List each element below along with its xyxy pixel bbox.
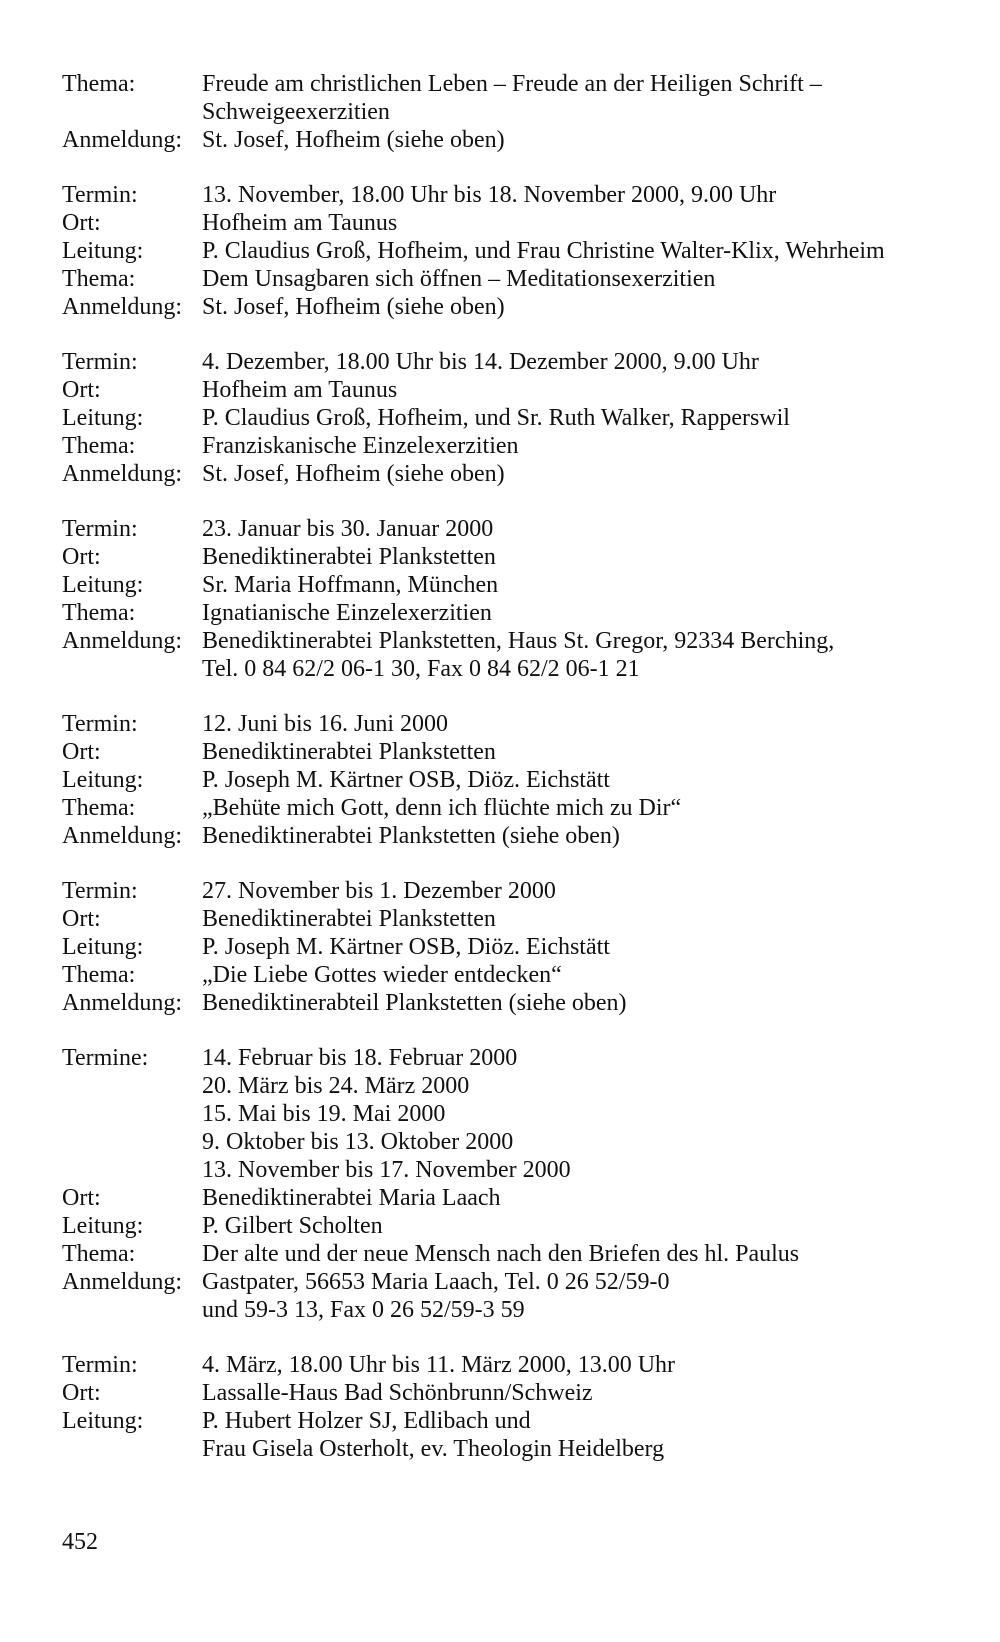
field-label: Ort: xyxy=(62,1185,101,1211)
field-label xyxy=(62,655,202,683)
entry-row xyxy=(62,766,962,794)
field-value: Freude am christlichen Leben – Freude an der Heiligen Schrift – xyxy=(202,71,822,97)
entry-row xyxy=(62,70,962,98)
field-label: Thema: xyxy=(62,433,136,459)
field-value: Benediktinerabteil Plankstetten (siehe oben) xyxy=(202,990,627,1016)
field-label: Leitung: xyxy=(62,238,144,264)
field-value: Schweigeexerzitien xyxy=(202,99,390,125)
entry-row xyxy=(62,1100,962,1128)
entry-row xyxy=(62,1407,962,1435)
entry-row xyxy=(62,126,962,154)
event-entry xyxy=(62,1351,962,1463)
event-entry xyxy=(62,1044,962,1324)
entry-row xyxy=(62,376,962,404)
entry-row xyxy=(62,237,962,265)
field-value: P. Claudius Groß, Hofheim, und Frau Christine Walter-Klix, Wehrheim xyxy=(202,238,885,264)
entry-row xyxy=(62,293,962,321)
field-value: 4. Dezember, 18.00 Uhr bis 14. Dezember 2000, 9.00 Uhr xyxy=(202,349,759,375)
field-value: St. Josef, Hofheim (siehe oben) xyxy=(202,294,505,320)
entry-row xyxy=(62,1268,962,1296)
entry-row xyxy=(62,738,962,766)
field-value: Benediktinerabtei Plankstetten xyxy=(202,906,496,932)
entry-row xyxy=(62,1379,962,1407)
entry-row xyxy=(62,98,962,126)
field-value: Benediktinerabtei Plankstetten xyxy=(202,544,496,570)
entry-row xyxy=(62,710,962,738)
field-label: Ort: xyxy=(62,377,101,403)
field-label: Anmeldung: xyxy=(62,294,182,320)
field-value: Hofheim am Taunus xyxy=(202,210,398,236)
field-label: Anmeldung: xyxy=(62,127,182,153)
field-label xyxy=(62,1435,202,1463)
field-value: 13. November bis 17. November 2000 xyxy=(202,1157,571,1183)
field-value: Lassalle-Haus Bad Schönbrunn/Schweiz xyxy=(202,1380,593,1406)
field-value: 15. Mai bis 19. Mai 2000 xyxy=(202,1101,446,1127)
entry-row xyxy=(62,933,962,961)
field-label: Termine: xyxy=(62,1045,149,1071)
entry-row xyxy=(62,1212,962,1240)
event-entry xyxy=(62,348,962,488)
entry-row xyxy=(62,1128,962,1156)
field-label: Leitung: xyxy=(62,1408,144,1434)
field-label: Termin: xyxy=(62,182,138,208)
field-label xyxy=(62,1296,202,1324)
field-value: 9. Oktober bis 13. Oktober 2000 xyxy=(202,1129,514,1155)
field-label: Leitung: xyxy=(62,767,144,793)
entry-row xyxy=(62,627,962,655)
field-value: Dem Unsagbaren sich öffnen – Meditationsexerzitien xyxy=(202,266,716,292)
field-label: Leitung: xyxy=(62,934,144,960)
field-label: Thema: xyxy=(62,71,136,97)
field-label: Termin: xyxy=(62,516,138,542)
entry-row xyxy=(62,181,962,209)
field-value: P. Joseph M. Kärtner OSB, Diöz. Eichstätt xyxy=(202,934,610,960)
entry-row xyxy=(62,1240,962,1268)
field-value: 23. Januar bis 30. Januar 2000 xyxy=(202,516,494,542)
field-value: 27. November bis 1. Dezember 2000 xyxy=(202,878,556,904)
entry-row xyxy=(62,1044,962,1072)
entry-row xyxy=(62,1072,962,1100)
field-label: Termin: xyxy=(62,349,138,375)
field-label: Ort: xyxy=(62,906,101,932)
field-label: Thema: xyxy=(62,795,136,821)
entry-row xyxy=(62,794,962,822)
field-label: Anmeldung: xyxy=(62,990,182,1016)
event-entry xyxy=(62,70,962,154)
field-label: Thema: xyxy=(62,1241,136,1267)
field-value: „Die Liebe Gottes wieder entdecken“ xyxy=(202,962,562,988)
entry-row xyxy=(62,543,962,571)
entry-row xyxy=(62,432,962,460)
field-value: P. Claudius Groß, Hofheim, und Sr. Ruth Walker, Rapperswil xyxy=(202,405,790,431)
entry-row xyxy=(62,655,962,683)
field-label: Termin: xyxy=(62,1352,138,1378)
field-label: Anmeldung: xyxy=(62,823,182,849)
entry-row xyxy=(62,1184,962,1212)
field-value: Benediktinerabtei Maria Laach xyxy=(202,1185,501,1211)
entry-row xyxy=(62,571,962,599)
field-label: Termin: xyxy=(62,711,138,737)
entry-row xyxy=(62,822,962,850)
field-value: Franziskanische Einzelexerzitien xyxy=(202,433,519,459)
field-label xyxy=(62,1072,202,1100)
field-value: Sr. Maria Hoffmann, München xyxy=(202,572,499,598)
field-value: St. Josef, Hofheim (siehe oben) xyxy=(202,461,505,487)
field-value: Der alte und der neue Mensch nach den Briefen des hl. Paulus xyxy=(202,1241,800,1267)
entry-row xyxy=(62,265,962,293)
field-label: Ort: xyxy=(62,544,101,570)
field-value: Ignatianische Einzelexerzitien xyxy=(202,600,492,626)
field-label xyxy=(62,98,202,126)
event-entry xyxy=(62,710,962,850)
entry-row xyxy=(62,1156,962,1184)
entry-row xyxy=(62,209,962,237)
field-label: Leitung: xyxy=(62,405,144,431)
entry-row xyxy=(62,515,962,543)
field-value: Benediktinerabtei Plankstetten, Haus St. Gregor, 92334 Berching, xyxy=(202,628,835,654)
field-label xyxy=(62,1128,202,1156)
entry-row xyxy=(62,460,962,488)
field-value: P. Hubert Holzer SJ, Edlibach und xyxy=(202,1408,531,1434)
field-value: Frau Gisela Osterholt, ev. Theologin Heidelberg xyxy=(202,1436,665,1462)
field-value: „Behüte mich Gott, denn ich flüchte mich zu Dir“ xyxy=(202,795,682,821)
page-number: 452 xyxy=(62,1529,98,1555)
field-value: Tel. 0 84 62/2 06-1 30, Fax 0 84 62/2 06-1 21 xyxy=(202,656,640,682)
field-value: und 59-3 13, Fax 0 26 52/59-3 59 xyxy=(202,1297,525,1323)
entry-row xyxy=(62,905,962,933)
field-label: Anmeldung: xyxy=(62,628,182,654)
field-value: 12. Juni bis 16. Juni 2000 xyxy=(202,711,449,737)
field-value: P. Gilbert Scholten xyxy=(202,1213,383,1239)
entry-row xyxy=(62,877,962,905)
field-value: 20. März bis 24. März 2000 xyxy=(202,1073,470,1099)
field-label xyxy=(62,1156,202,1184)
entry-row xyxy=(62,348,962,376)
field-value: Hofheim am Taunus xyxy=(202,377,398,403)
entry-row xyxy=(62,1351,962,1379)
field-value: Benediktinerabtei Plankstetten xyxy=(202,739,496,765)
field-label: Ort: xyxy=(62,210,101,236)
event-entry xyxy=(62,181,962,321)
field-label: Anmeldung: xyxy=(62,1269,182,1295)
entry-row xyxy=(62,599,962,627)
field-label xyxy=(62,1100,202,1128)
field-value: Benediktinerabtei Plankstetten (siehe oben) xyxy=(202,823,620,849)
field-value: P. Joseph M. Kärtner OSB, Diöz. Eichstätt xyxy=(202,767,610,793)
document-page xyxy=(62,70,962,1490)
field-label: Thema: xyxy=(62,266,136,292)
field-label: Thema: xyxy=(62,600,136,626)
field-label: Anmeldung: xyxy=(62,461,182,487)
field-value: Gastpater, 56653 Maria Laach, Tel. 0 26 52/59-0 xyxy=(202,1269,670,1295)
field-label: Thema: xyxy=(62,962,136,988)
field-label: Termin: xyxy=(62,878,138,904)
field-label: Leitung: xyxy=(62,572,144,598)
field-label: Leitung: xyxy=(62,1213,144,1239)
entry-row xyxy=(62,1296,962,1324)
field-value: 13. November, 18.00 Uhr bis 18. November 2000, 9.00 Uhr xyxy=(202,182,777,208)
event-entry xyxy=(62,515,962,683)
entry-row xyxy=(62,961,962,989)
field-value: 4. März, 18.00 Uhr bis 11. März 2000, 13.00 Uhr xyxy=(202,1352,676,1378)
event-entry xyxy=(62,877,962,1017)
entry-row xyxy=(62,989,962,1017)
field-value: 14. Februar bis 18. Februar 2000 xyxy=(202,1045,518,1071)
entry-row xyxy=(62,404,962,432)
field-label: Ort: xyxy=(62,1380,101,1406)
field-value: St. Josef, Hofheim (siehe oben) xyxy=(202,127,505,153)
field-label: Ort: xyxy=(62,739,101,765)
entry-row xyxy=(62,1435,962,1463)
